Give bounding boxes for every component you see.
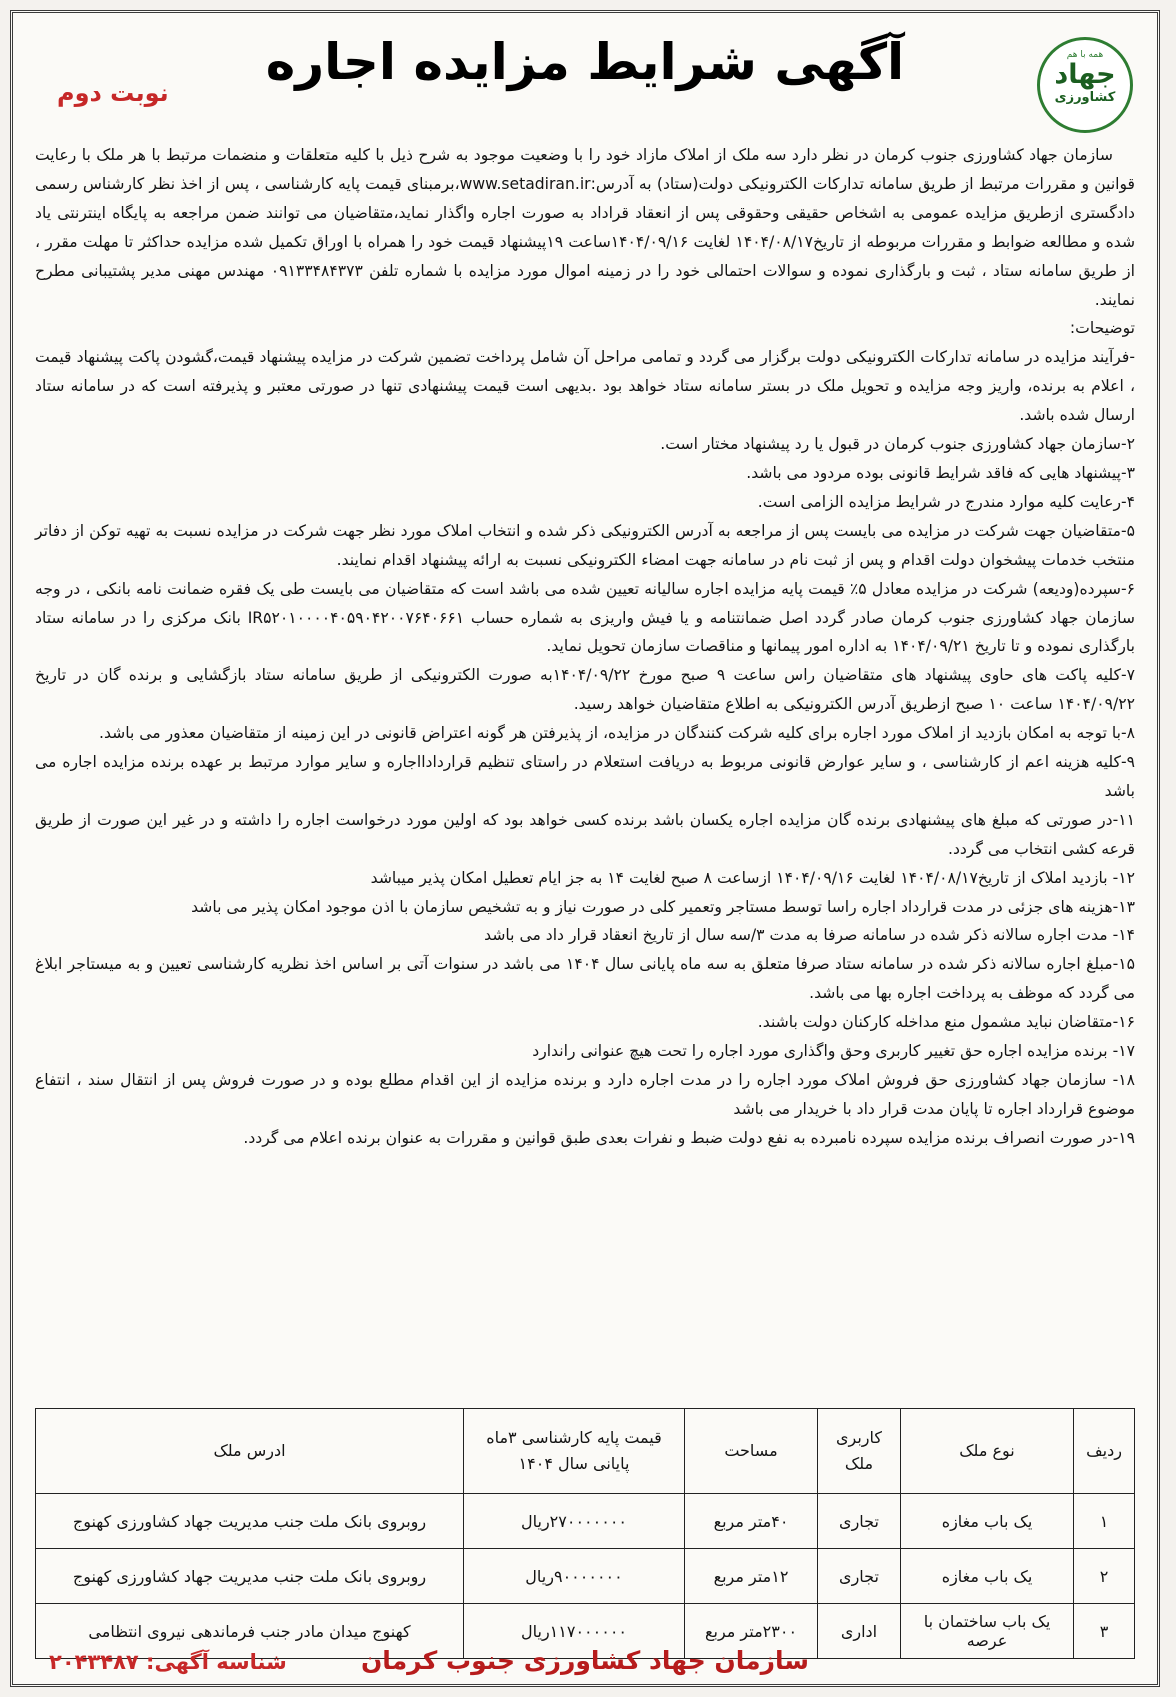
cell-address: روبروی بانک ملت جنب مدیریت جهاد کشاورزی کهنوج — [36, 1494, 464, 1549]
cell-row-number: ۱ — [1074, 1494, 1135, 1549]
header-area: مساحت — [685, 1409, 818, 1494]
header — [13, 13, 1157, 143]
cell-row-number: ۳ — [1074, 1604, 1135, 1659]
note-item: ۷-کلیه پاکت های حاوی پیشنهاد های متقاضیان راس ساعت ۹ صبح مورخ ۱۴۰۴/۰۹/۲۲به صورت الکترونیکی از طریق سامانه ستاد بازگشایی و برنده گان در تاریخ ۱۴۰۴/۰۹/۲۲ ساعت ۱۰ صبح ازطریق آدرس الکترونیکی به اطلاع متقاضیان خواهد رسید. — [35, 666, 1135, 714]
cell-base-price: ۹۰۰۰۰۰۰۰ریال — [464, 1549, 685, 1604]
header-usage: کاربری ملک — [818, 1409, 901, 1494]
note-item: ۴-رعایت کلیه موارد مندرج در شرایط مزایده الزامی است. — [757, 492, 1135, 511]
publication-round: نوبت دوم — [57, 79, 169, 107]
cell-property-type: یک باب ساختمان با عرصه — [901, 1604, 1074, 1659]
note-item: ۱۵-مبلغ اجاره سالانه ذکر شده در سامانه ستاد صرفا متعلق به سه ماه پایانی سال ۱۴۰۴ می باشد در سنوات آتی بر اساس اخذ نظریه کارشناسی تعیین و به میستاجر ابلاغ می گردد که موظف به پرداخت اجاره بها می باشد. — [35, 955, 1135, 1003]
header-address: ادرس ملک — [36, 1409, 464, 1494]
cell-area: ۲۳۰۰متر مربع — [685, 1604, 818, 1659]
cell-row-number: ۲ — [1074, 1549, 1135, 1604]
note-item: ۱۴- مدت اجاره سالانه ذکر شده در سامانه صرفا به مدت ۳/سه سال از تاریخ انعقاد قرار داد می باشد — [484, 926, 1135, 945]
logo-main-text: جهاد — [1054, 59, 1116, 90]
page-title: آگهی شرایط مزایده اجاره — [265, 33, 905, 91]
ad-identifier: شناسه آگهی: ۲۰۴۳۴۸۷ — [49, 1650, 287, 1674]
note-item: ۱۶-متقاضان نباید مشمول منع مداخله کارکنان دولت باشند. — [757, 1013, 1135, 1032]
header-base-price: قیمت پایه کارشناسی ۳ماه پایانی سال ۱۴۰۴ — [464, 1409, 685, 1494]
footer — [13, 1646, 1157, 1686]
logo-top-text: همه با هم — [1066, 50, 1104, 60]
note-item: ۳-پیشنهاد هایی که فاقد شرایط قانونی بوده مردود می باشد. — [746, 463, 1135, 482]
cell-area: ۴۰متر مربع — [685, 1494, 818, 1549]
note-item: ۱۹-در صورت انصراف برنده مزایده سپرده نامبرده به نفع دولت ضبط و نفرات بعدی طبق قوانین و مقررات به عنوان برنده اعلام می گردد. — [243, 1128, 1135, 1147]
table-row — [36, 1494, 1135, 1549]
cell-area: ۱۲متر مربع — [685, 1549, 818, 1604]
note-item: -فرآیند مزایده در سامانه تدارکات الکترونیکی دولت برگزار می گردد و تمامی مراحل آن شامل پرداخت تضمین شرکت در مزایده پیشنهاد قیمت،گشودن پاکت پیشنهاد قیمت ، اعلام به برنده، واریز وجه مزایده و تحویل ملک در بستر سامانه ستاد خواهد بود .بدیهی است قیمت پیشنهادی تنها در صورتی معتبر و پذیرفته است که در سامانه ستاد ارسال شده باشد. — [35, 348, 1135, 425]
cell-base-price: ۲۷۰۰۰۰۰۰۰ریال — [464, 1494, 685, 1549]
cell-property-type: یک باب مغازه — [901, 1549, 1074, 1604]
header-row-number: ردیف — [1074, 1409, 1135, 1494]
cell-usage: تجاری — [818, 1494, 901, 1549]
note-item: ۱۱-در صورتی که مبلغ های پیشنهادی برنده گان مزایده اجاره یکسان باشد برنده کسی خواهد بود که اولین مورد درخواست اجاره را داشته و در غیر این صورت از طریق قرعه کشی انتخاب می گردد. — [35, 810, 1135, 858]
note-item: ۵-متقاضیان جهت شرکت در مزایده می بایست پس از مراجعه به آدرس الکترونیکی ذکر شده و انتخاب املاک مورد نظر جهت شرکت در مزایده نسبت به تهیه توکن از دفاتر منتخب خدمات پیشخوان دولت اقدام و پس از ثبت نام در سامانه جهت امضاء الکترونیکی نسبت به ارائه پیشنهاد اقدام نمایند. — [35, 521, 1135, 569]
ad-body — [35, 141, 1135, 1153]
organization-name: سازمان جهاد کشاورزی جنوب کرمان — [360, 1646, 810, 1675]
note-item: ۱۷- برنده مزایده اجاره حق تغییر کاربری وحق واگذاری مورد اجاره را تحت هیچ عنوانی راندارد — [532, 1042, 1135, 1061]
advertisement-page — [10, 10, 1160, 1687]
table-header-row — [36, 1409, 1135, 1494]
note-item: ۱۲- بازدید املاک از تاریخ۱۴۰۴/۰۸/۱۷ لغایت ۱۴۰۴/۰۹/۱۶ ازساعت ۸ صبح لغایت ۱۴ به جز ایام تعطیل امکان پذیر میباشد — [370, 868, 1135, 887]
note-item: ۹-کلیه هزینه اعم از کارشناسی ، و سایر عوارض قانونی مربوط به دریافت استعلام در راستای تنظیم قراردادااجاره و سایر موارد مرتبط بر عهده برنده مزایده اجاره می باشد — [35, 753, 1135, 800]
intro-paragraph: سازمان جهاد کشاورزی جنوب کرمان در نظر دارد سه ملک از املاک مازاد خود را با وضعیت موجود به شرح ذیل با کلیه متعلقات و منضمات مرتبط با هر ملک با رعایت قوانین و مقررات مرتبط از طریق سامانه تدارکات الکترونیکی دولت(ستاد) به آدرس:www.setadiran.ir،برمبنای قیمت پایه کارشناسی ، پس از اخذ نظر کارشناس رسمی دادگستری ازطریق مزایده عمومی به اشخاص حقیقی وحقوقی پس از انعقاد قراداد به صورت اجاره واگذار نماید،متقاضیان می توانند ضمن مراجعه به پایگاه اینترنتی یاد شده و مطالعه ضوابط و مقررات مربوطه از تاریخ۱۴۰۴/۰۸/۱۷ لغایت ۱۴۰۴/۰۹/۱۶ساعت ۱۹پیشنهاد قیمت خود را همراه با اوراق تکمیل شده مزایده حداکثر تا مهلت مقرر ، از طریق سامانه ستاد ، ثبت و بارگذاری نموده و سوالات احتمالی خود را در زمینه اموال مورد مزایده با شماره تلفن ۰۹۱۳۳۴۸۴۳۷۳ مهندس مهنی مدیر پشتیبانی مطرح نمایند. — [35, 146, 1136, 309]
table-row — [36, 1549, 1135, 1604]
cell-usage: اداری — [818, 1604, 901, 1659]
note-item: ۶-سپرده(ودیعه) شرکت در مزایده معادل ۵٪ قیمت پایه مزایده اجاره سالیانه تعیین شده می باشد است که متقاضیان می بایست طی یک فقره ضمانت نامه بانکی ، در وجه سازمان جهاد کشاورزی جنوب کرمان صادر گردد اصل ضمانتنامه و یا فیش واریزی به شماره حساب IR۵۲۰۱۰۰۰۰۴۰۵۹۰۴۲۰۰۷۶۴۰۶۶۱ بانک مرکزی را در سامانه ستاد بارگذاری نموده و تا تاریخ ۱۴۰۴/۰۹/۲۱ به اداره امور پیمانها و مناقصات سازمان تحویل نماید. — [35, 579, 1136, 656]
cell-usage: تجاری — [818, 1549, 901, 1604]
notes-label: توضیحات: — [1069, 319, 1135, 338]
header-property-type: نوع ملک — [901, 1409, 1074, 1494]
note-item: ۱۸- سازمان جهاد کشاورزی حق فروش املاک مورد اجاره را در مدت اجاره دارد و برنده مزایده از این اقدام مطلع بوده و در صورت فروش پس از انتقال سند ، انتفاع موضوع قرارداد اجاره تا پایان مدت قرار داد با خریدار می باشد — [35, 1071, 1135, 1118]
cell-base-price: ۱۱۷۰۰۰۰۰۰ریال — [464, 1604, 685, 1659]
note-item: ۸-با توجه به امکان بازدید از املاک مورد اجاره برای کلیه شرکت کنندگان در مزایده، از پذیرفتن هر گونه اعتراض قانونی در این زمینه از متقاضیان معذور می باشد. — [99, 724, 1135, 743]
cell-address: کهنوج میدان مادر جنب فرماندهی نیروی انتظامی — [36, 1604, 464, 1659]
properties-table — [35, 1408, 1135, 1659]
cell-address: روبروی بانک ملت جنب مدیریت جهاد کشاورزی کهنوج — [36, 1549, 464, 1604]
cell-property-type: یک باب مغازه — [901, 1494, 1074, 1549]
logo-sub-text: کشاورزی — [1054, 90, 1116, 105]
note-item: ۱۳-هزینه های جزئی در مدت قرارداد اجاره راسا توسط مستاجر وتعمیر کلی در صورت نیاز و به تشخیص سازمان با اذن موجود امکان پذیر می باشد — [191, 897, 1135, 916]
note-item: ۲-سازمان جهاد کشاورزی جنوب کرمان در قبول یا رد پیشنهاد مختار است. — [660, 435, 1135, 454]
